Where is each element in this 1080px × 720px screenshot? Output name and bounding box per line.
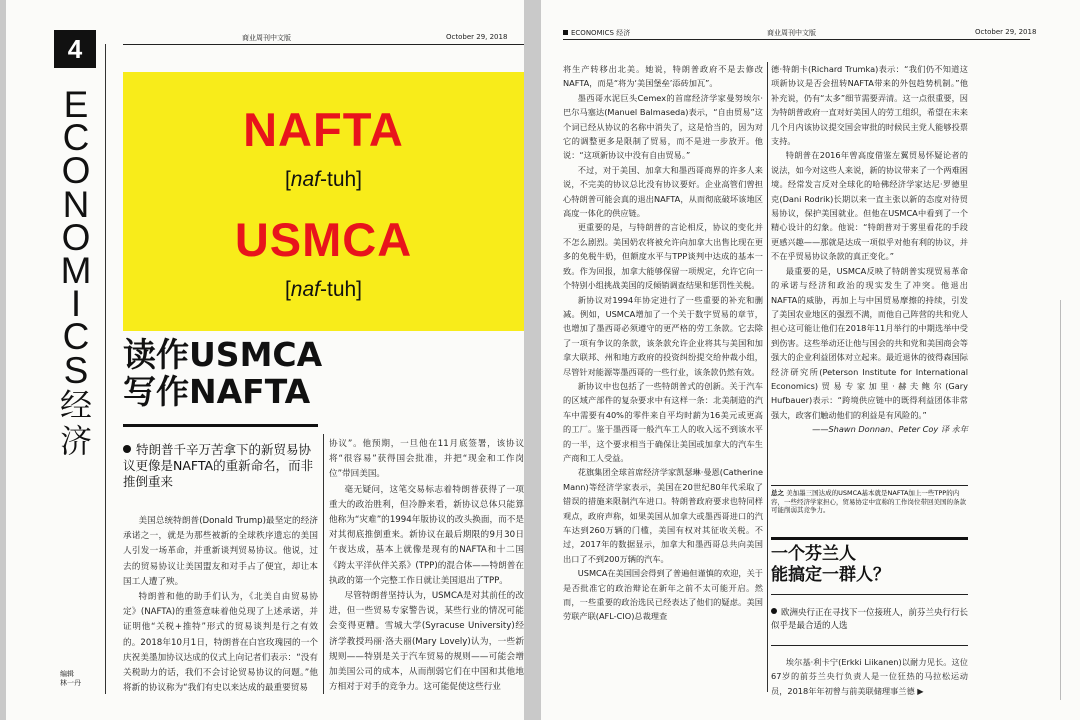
story2-dek: 欧洲央行正在寻找下一位接班人，前芬兰央行行长似乎是最合适的人选 (771, 608, 969, 631)
section-letter: O (61, 216, 91, 258)
editor-name: 林一丹 (60, 679, 81, 687)
masthead: 商业周刊中文版 (767, 29, 816, 37)
section-letter: I (70, 283, 82, 325)
page-title: 读作USMCA 写作NAFTA (123, 335, 323, 411)
square-icon (563, 30, 568, 35)
issue-date: October 29, 2018 (446, 33, 508, 41)
story2-rule (771, 537, 968, 540)
body-column-3: 将生产转移出北美。她说，特朗普政府不是去修改NAFTA，而是“将为‘美国堡垒’添砖加瓦”。 墨西哥水泥巨头Cemex的首席经济学家曼努埃尔·巴尔马塞达(Manuel Balmaseda)表示，“自由贸易”这个词已经从协议的名称中消失了，这是恰当的，因为对它的调整更多是限制了贸易，而不是进一步放开。他说：“这项新协议中没有自由贸易。” 不过，对于美国、加拿大和墨西哥商界的许多人来说，不完美的协议总比没有协议要好。企业高管们曾担心特朗普可能会真的退出NAFTA，从而彻底破坏该地区高度一体化的供应链。 更重要的是，与特朗普的言论相反，协议的变化并不怎么剧烈。美国奶农将被允许向加拿大出售比现在更多的免税牛奶，但额度水平与TPP谈判中达成的基本一致。作为回报，加拿大能够保留一项规定，允许它向一个特别小组挑战美国的反倾销调查结果和惩罚性关税。 新协议对1994年协定进行了一些重要的补充和删减。例如，USMCA增加了一个关于数字贸易的章节，也增加了墨西哥必须遵守的更严格的劳工条款。它去除了一项有争议的条款，该条款允许企业将其与美国和加拿大联邦、州和地方政府的投资纠纷提交给仲裁小组，尽管针对能源等墨西哥的一些行业，该条款仍然有效。 新协议中也包括了一些特朗普式的创新。关于汽车的区域产部件的复杂要求中有这样一条：北美制造的汽车中需要有40%的零件来自平均时薪为16美元或更高的工厂。鉴于墨西哥一般汽车工人的收入远不到该水平的一半，这个要求相当于确保让美国或加拿大的汽车生产商和工人受益。 花旗集团全球首席经济学家凯瑟琳·曼恩(Catherine Mann)等经济学家表示，美国在20世纪80年代采取了错误的措施来限制汽车进口。特朗普政府要求也特同样观点，政府声称，如果美国从加拿大或墨西哥进口的汽车达到260万辆的门槛，美国有权对其征收关税。不过，2017年的数据显示，加拿大和墨西哥总共向美国出口了不到200万辆的汽车。 USMCA在美国国会得到了普遍但谨慎的欢迎，关于是否批准它的政治辩论在新年之前不太可能开启。然而，一些重要的政治选民已经表达了他们的疑虑。美国劳联产联(AFL-CIO)总裁理查 (563, 64, 763, 622)
dek-rule (123, 424, 318, 427)
header-rule (563, 39, 1030, 40)
article-dek: 特朗普千辛万苦拿下的新贸易协议更像是NAFTA的重新命名，而非推倒重来 (123, 442, 314, 489)
photo-caption: 总之 美加墨三国达成的USMCA基本就是NAFTA加上一些TPP的内容，一些经济学家担心，贸易协定中宣称的工作岗位带回美国的条款可能削弱其竞争力。 (771, 489, 966, 514)
section-letter: O (61, 150, 91, 192)
body-column-1: 美国总统特朗普(Donald Trump)最坚定的经济承诺之一，就是为那些被新的全球秩序遗忘的美国人引发一场革命，并重新谈判贸易协议。他说，过去的贸易协议让美国盟友和对手占了便宜，却让本国工人遭了殃。 特朗普和他的助手们认为，《北美自由贸易协定》(NAFTA)的重签意味着他兑现了上述承诺，并证明他“关税+推特”形式的贸易谈判是行之有效的。2018年10月1日，特朗普在白宫玫瑰园的一个庆祝美墨加协议达成的仪式上向记者们表示：“没有关税助力的话，我们不会讨论贸易协议的问题。”他将新的协议称为“我们有史以来达成的最重要贸易 (123, 516, 318, 694)
byline: ——Shawn Donnan、Peter Coy 译 永年 (812, 424, 968, 435)
story2-body: 埃尔基·利卡宁(Erkki Liikanen)以耐力见长。这位67岁的前芬兰央行负责人是一位狂热的马拉松运动员，2018年年初曾与前美联储理事兰德 ▶ (771, 657, 968, 696)
section-tag: ECONOMICS 经济 (563, 28, 630, 38)
pronunciation-1: [naf-tuh] (284, 168, 363, 191)
margin-rule (105, 44, 106, 694)
story2-headline: 一个芬兰人 能搞定一群人？ (771, 544, 890, 585)
issue-date: October 29, 2018 (975, 28, 1037, 36)
section-cjk: 经 (59, 386, 92, 423)
left-page (6, 0, 524, 720)
story2-body-rule (771, 645, 968, 646)
term-usmca: USMCA (234, 213, 413, 266)
feature-graphic-box (123, 72, 524, 331)
body-column-2: 协议”。他预期，一旦他在11月底签署，该协议将“很容易”获得国会批准，并把“现金和工作岗位”带回美国。 毫无疑问，这笔交易标志着特朗普获得了一项重大的政治胜利，但冷静来看，新协议总体只能算他称为“灾难”的1994年版协议的改头换面，而不是对其彻底推倒重来。新协议在最后期限的9月30日午夜达成，基本上就像是现有的NAFTA和十二国《跨太平洋伙伴关系》(TPP)的混合体——特朗普在执政的第一个完整工作日就让美国退出了TPP。 尽管特朗普坚持认为，USMCA是对其前任的改进，但一些贸易专家警告说，某些行业的情况可能会变得更糟。雪城大学(Syracuse University)经济学教授玛丽·洛夫丽(Mary Lovely)认为，一些新规则——特别是关于汽车贸易的规则——可能会增加美国公司的成本，从而削弱它们在中国和其他地方相对于对手的竞争力。这可能促使这些行业 (329, 439, 524, 693)
section-letter: N (62, 183, 90, 225)
right-page (541, 0, 1080, 720)
section-letter: S (63, 349, 89, 391)
editor-label: 编辑 (60, 670, 74, 678)
column-rule (767, 62, 768, 692)
pronunciation-2: [naf-tuh] (284, 278, 363, 301)
caption-rule (771, 485, 968, 486)
body-column-4: 德·特朗卡(Richard Trumka)表示：“我们仍不知道这项新协议是否会扭转NAFTA带来的外包趋势机制。”他补充说，仍有“太多”细节需要弄清。这一点很重要，因为特朗普政府一直对好美国人的劳工组织，希望在未来几个月内该协议提交国会审批的时候民主党人能够投票支持。 特朗普在2016年曾高度借鉴左翼贸易怀疑论者的说法，如今对这些人来说，新的协议带来了一个两难困境。经常发言反对全球化的哈佛经济学家达尼·罗德里克(Dani Rodrik)长期以来一直主张以新的态度对待贸易协议，保护美国就业。但他在USMCA中看到了一个精心设计的幻象。他说：“特朗普对于雾里看花的手段更感兴趣——那就是达成一项似乎对他有利的协议，并不在乎贸易协议条款的真正变化。” 最重要的是，USMCA反映了特朗普实现贸易革命的承诺与经济和政治的现实发生了冲突。他退出NAFTA的威胁，再加上与中国贸易摩擦的持续，引发了美国农业地区的强烈不满，而他自己阵营的共和党人担心这可能让他们在2018年11月举行的中期选举中受到伤害。这些举动还让他与国会的共和党和美国商会等强大的企业利益团体对立起来。最近退休的彼得森国际经济研究所(Peterson Institute for International Economics)贸易专家加里·赫夫鲍尔(Gary Hufbauer)表示：“跨境供应链中的既得利益团体非常强大，政客们触动他们的利益是有风险的。” ——Shawn Donnan、Peter Coy 译 永年 (771, 62, 968, 437)
page-edge-rule (1060, 300, 1061, 700)
term-nafta: NAFTA (243, 103, 404, 156)
section-letter: C (62, 117, 90, 159)
header-rule (123, 44, 524, 45)
story2-dek-rule (771, 594, 968, 595)
page-number: 4 (54, 30, 96, 68)
bullet-icon (123, 445, 131, 453)
section-letter: C (62, 316, 90, 358)
masthead: 商业周刊中文版 (242, 34, 291, 42)
section-label-vertical (58, 84, 94, 459)
column-rule (323, 434, 324, 694)
editor-credit (60, 670, 81, 688)
section-letter: M (60, 250, 92, 292)
section-cjk: 济 (59, 422, 92, 459)
section-letter: E (63, 84, 89, 125)
bullet-icon (771, 608, 777, 614)
